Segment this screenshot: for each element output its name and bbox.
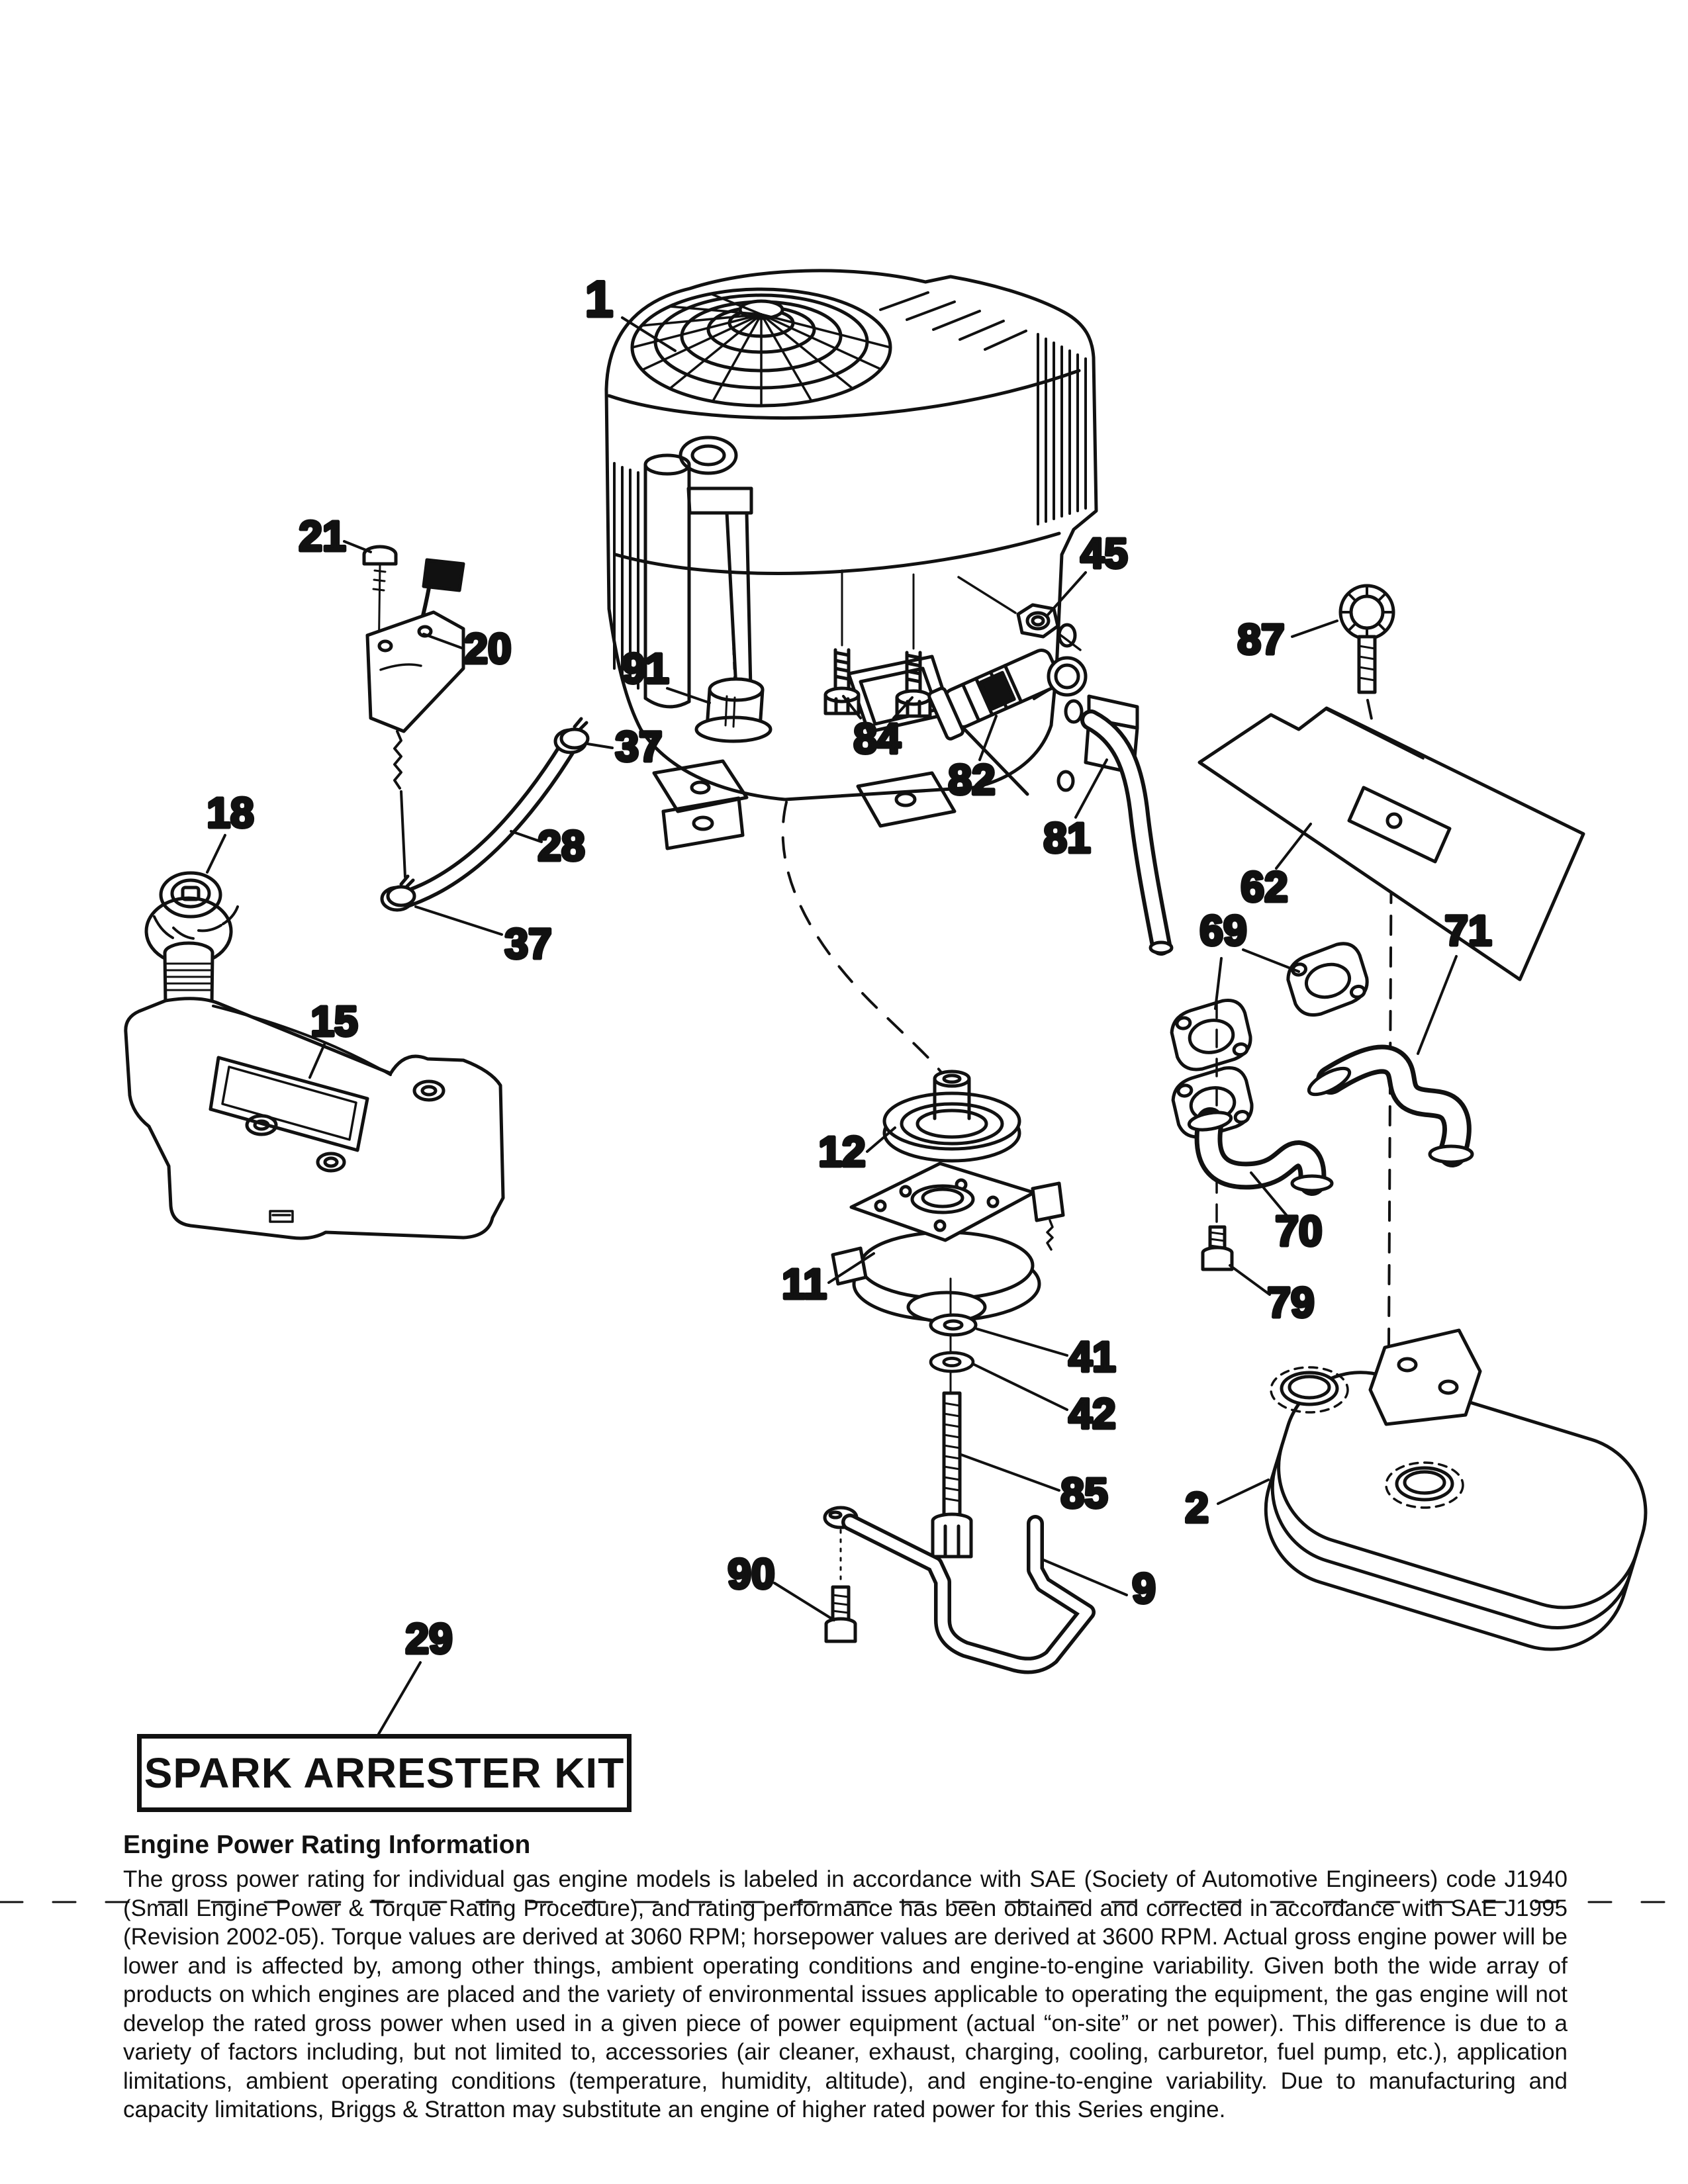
callout-42: 42 (1068, 1390, 1116, 1437)
part-exhaust-pipe-70 (1188, 1110, 1332, 1191)
throttle-spring (395, 731, 401, 788)
part-fuel-tank (126, 873, 503, 1238)
part-bolt-79 (1203, 1227, 1232, 1269)
callout-45: 45 (1080, 529, 1128, 577)
part-pulley (884, 1071, 1019, 1161)
callout-12: 12 (818, 1128, 866, 1175)
callout-18: 18 (207, 789, 254, 837)
cylinder-fins-right (1038, 334, 1086, 524)
callout-85: 85 (1060, 1469, 1108, 1517)
callout-2: 2 (1185, 1484, 1209, 1531)
part-fuel-line (382, 719, 588, 910)
part-washer-42 (931, 1353, 973, 1371)
callout-1: 1 (585, 271, 614, 328)
assembly-axis-dashed (783, 802, 951, 1087)
engine-power-rating-heading: Engine Power Rating Information (123, 1831, 531, 1859)
part-muffler (1247, 1330, 1665, 1668)
callout-41: 41 (1068, 1333, 1116, 1381)
mounting-feet (654, 761, 955, 848)
part-heat-shield (1199, 708, 1583, 979)
part-hose-81 (1091, 720, 1172, 953)
callout-69: 69 (1199, 907, 1247, 954)
callout-9: 9 (1132, 1565, 1156, 1612)
callout-70: 70 (1275, 1207, 1323, 1255)
part-washer-41 (931, 1315, 976, 1335)
callout-91: 91 (622, 645, 669, 692)
muffler-bracket (1370, 1330, 1480, 1424)
callout-79: 79 (1267, 1279, 1315, 1326)
part-fuel-valve (928, 643, 1086, 741)
part-throttle-control (364, 547, 463, 877)
callout-87: 87 (1237, 615, 1285, 663)
callout-71: 71 (1444, 907, 1492, 954)
callout-28: 28 (538, 822, 585, 870)
callout-37b: 37 (504, 920, 552, 968)
dipstick (680, 437, 751, 688)
shroud-louvers (880, 293, 1026, 349)
callout-81: 81 (1043, 814, 1091, 862)
throttle-knob (424, 560, 463, 590)
callout-15: 15 (310, 997, 358, 1045)
part-oil-fill-tube (696, 679, 771, 741)
callout-62: 62 (1241, 863, 1288, 911)
callout-90: 90 (727, 1550, 775, 1598)
callout-29: 29 (405, 1615, 453, 1662)
engine-power-rating-paragraph: The gross power rating for individual gas engine models is labeled in accordance with SAE (Society of Automotive Engineers) code J1940 (Small Engine Power & Torque Rating Procedure), and rating performance has been obtained and corrected in accordance with SAE J1995 (Revision 2002-05). Torque values are derived at 3060 RPM; horsepower values are derived at 3600 RPM. Actual gross engine power will be lower and is affected by, among other things, ambient operating conditions and engine-to-engine variability. Given both the wide array of products on which engines are placed and the variety of environmental issues applicable to operating the equipment, the gas engine will not develop the rated gross power when used in a given piece of power equipment (actual “on-site” or net power). This difference is due to a variety of factors including, but not limited to, accessories (air cleaner, exhaust, charging, cooling, carburetor, fuel pump, etc.), application limitations, ambient operating conditions (temperature, humidity, altitude), and engine-to-engine variability. Due to manufacturing and capacity limitations, Briggs & Stratton may substitute an engine of higher rated power for this Series engine. (123, 1866, 1568, 2122)
part-nut-45 (959, 577, 1080, 650)
spark-arrester-kit-box (137, 1734, 632, 1812)
callout-84: 84 (853, 715, 901, 762)
part-bolt-85 (933, 1393, 971, 1557)
callout-82: 82 (948, 756, 996, 803)
callout-21: 21 (299, 512, 346, 560)
callout-37a: 37 (615, 723, 663, 770)
callout-11: 11 (782, 1260, 827, 1308)
spark-arrester-kit-label: SPARK ARRESTER KIT (144, 1749, 625, 1797)
callout-20: 20 (464, 625, 512, 672)
